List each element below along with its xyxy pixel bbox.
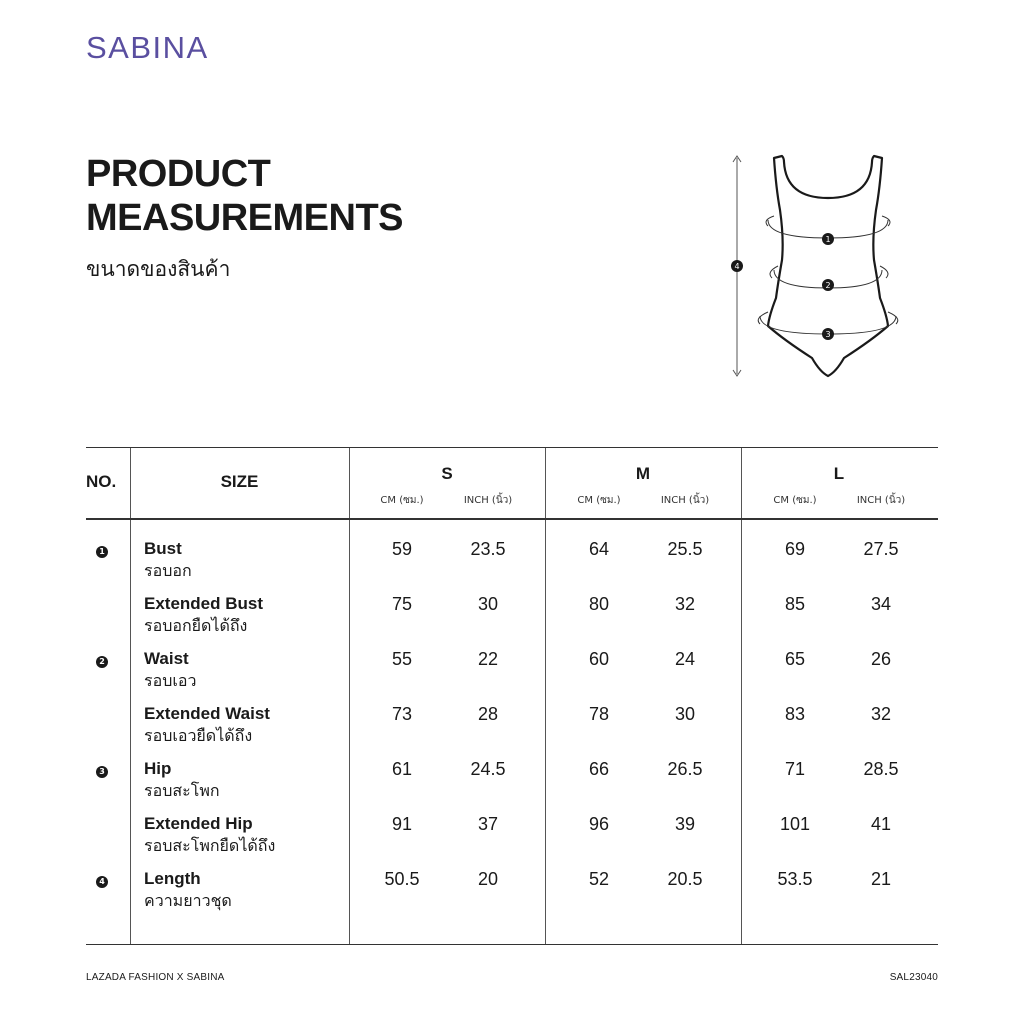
svg-text:4: 4 <box>734 262 740 271</box>
measure-name-thai: รอบเอว <box>144 671 197 690</box>
table-cell: 20.5 <box>667 869 703 889</box>
header-size: SIZE <box>220 472 259 491</box>
measure-name-thai: รอบสะโพกยืดได้ถึง <box>144 836 276 855</box>
page-subtitle: ขนาดของสินค้า <box>86 257 231 281</box>
table-cell: 80 <box>588 594 610 614</box>
measure-name-thai: รอบเอวยืดได้ถึง <box>144 726 253 745</box>
table-cell: 69 <box>784 539 806 559</box>
table-cell: 85 <box>784 594 806 614</box>
table-cell: 83 <box>784 704 806 724</box>
table-cell: 96 <box>588 814 610 834</box>
measure-name: Hip <box>144 759 172 778</box>
table-cell: 28 <box>477 704 499 724</box>
table-cell: 28.5 <box>863 759 899 779</box>
brand-logo: SABINA <box>86 30 209 65</box>
title-line-2: MEASUREMENTS <box>86 197 404 239</box>
table-cell: 30 <box>674 704 696 724</box>
row-number-badge: 4 <box>96 876 108 888</box>
table-cell: 21 <box>870 869 892 889</box>
size-table <box>86 447 938 945</box>
table-cell: 24.5 <box>470 759 506 779</box>
table-cell: 41 <box>870 814 892 834</box>
svg-text:2: 2 <box>825 281 831 290</box>
table-cell: 34 <box>870 594 892 614</box>
row-number-badge: 2 <box>96 656 108 668</box>
table-row <box>86 649 938 704</box>
unit-inch-s: INCH (นิ้ว) <box>463 495 513 506</box>
footer-right: SAL23040 <box>889 972 938 983</box>
table-cell: 52 <box>588 869 610 889</box>
row-number-badge: 1 <box>96 546 108 558</box>
header-no: NO. <box>86 472 117 491</box>
measure-name: Waist <box>144 649 189 668</box>
measure-name: Extended Bust <box>144 594 264 613</box>
header-size-s: S <box>441 464 453 483</box>
measure-name: Extended Waist <box>144 704 270 723</box>
table-cell: 24 <box>674 649 696 669</box>
table-cell: 91 <box>391 814 413 834</box>
measure-name: Bust <box>144 539 182 558</box>
footer-left: LAZADA FASHION X SABINA <box>86 972 225 983</box>
unit-cm-s: CM (ซม.) <box>380 495 424 506</box>
table-cell: 37 <box>477 814 499 834</box>
table-row <box>86 759 938 814</box>
table-cell: 73 <box>391 704 413 724</box>
table-cell: 20 <box>477 869 499 889</box>
header-divider <box>86 518 938 520</box>
table-cell: 32 <box>674 594 696 614</box>
svg-text:3: 3 <box>825 330 831 339</box>
measure-name-thai: รอบอกยืดได้ถึง <box>144 616 248 635</box>
table-cell: 27.5 <box>863 539 899 559</box>
table-row <box>86 814 938 869</box>
table-row <box>86 594 938 649</box>
table-cell: 75 <box>391 594 413 614</box>
measure-name-thai: ความยาวชุด <box>144 891 232 910</box>
table-cell: 30 <box>477 594 499 614</box>
table-cell: 25.5 <box>667 539 703 559</box>
table-row <box>86 539 938 594</box>
table-cell: 39 <box>674 814 696 834</box>
header-size-m: M <box>635 464 651 483</box>
table-cell: 78 <box>588 704 610 724</box>
measure-name: Length <box>144 869 201 888</box>
table-cell: 65 <box>784 649 806 669</box>
table-cell: 61 <box>391 759 413 779</box>
table-cell: 59 <box>391 539 413 559</box>
marker-bust <box>822 233 834 245</box>
table-cell: 32 <box>870 704 892 724</box>
table-cell: 55 <box>391 649 413 669</box>
table-cell: 66 <box>588 759 610 779</box>
table-cell: 22 <box>477 649 499 669</box>
table-cell: 101 <box>779 814 811 834</box>
table-cell: 26.5 <box>667 759 703 779</box>
table-cell: 64 <box>588 539 610 559</box>
swimsuit-diagram <box>722 148 912 384</box>
table-row <box>86 869 938 924</box>
title-line-1: PRODUCT <box>86 153 271 195</box>
measure-name: Extended Hip <box>144 814 253 833</box>
table-cell: 23.5 <box>470 539 506 559</box>
row-number-badge: 3 <box>96 766 108 778</box>
unit-inch-l: INCH (นิ้ว) <box>856 495 906 506</box>
table-row <box>86 704 938 759</box>
table-cell: 71 <box>784 759 806 779</box>
marker-hip <box>822 328 834 340</box>
measure-name-thai: รอบสะโพก <box>144 781 220 800</box>
unit-cm-m: CM (ซม.) <box>577 495 621 506</box>
svg-text:1: 1 <box>825 235 831 244</box>
table-cell: 53.5 <box>777 869 813 889</box>
measure-name-thai: รอบอก <box>144 561 192 580</box>
marker-waist <box>822 279 834 291</box>
table-cell: 26 <box>870 649 892 669</box>
unit-cm-l: CM (ซม.) <box>773 495 817 506</box>
table-cell: 60 <box>588 649 610 669</box>
header-size-l: L <box>833 464 845 483</box>
marker-length <box>731 260 743 272</box>
page-title <box>86 152 403 240</box>
unit-inch-m: INCH (นิ้ว) <box>660 495 710 506</box>
table-cell: 50.5 <box>384 869 420 889</box>
